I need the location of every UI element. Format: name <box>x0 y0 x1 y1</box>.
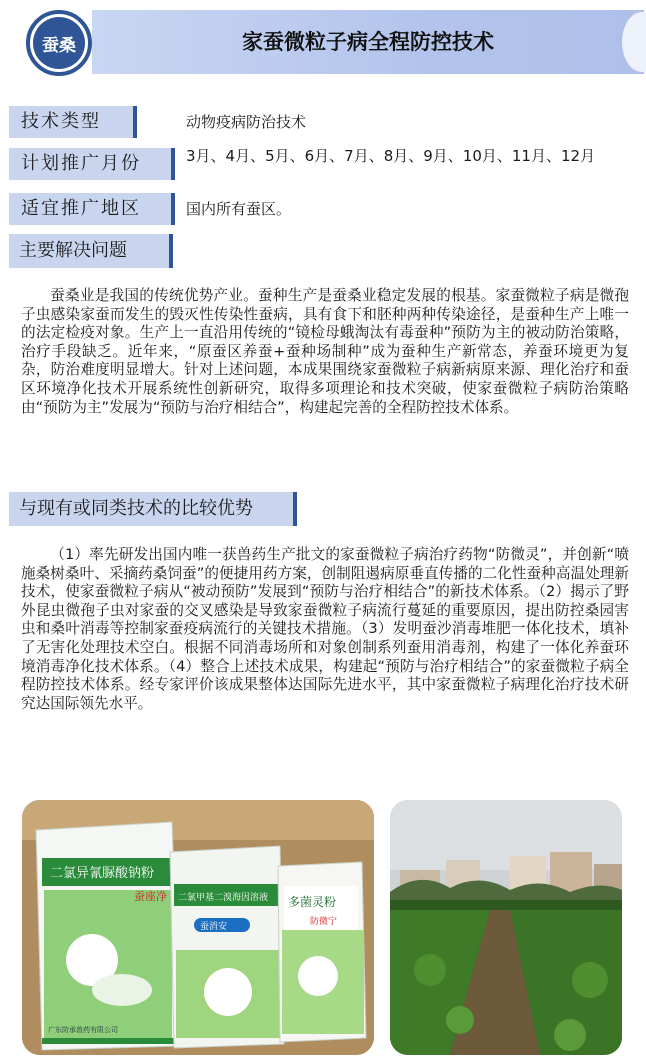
product-bag-1 <box>36 822 180 1050</box>
section-text-problem: 蚕桑业是我国的传统优势产业。蚕种生产是蚕桑业稳定发展的根基。家蚕微粒子病是微孢子虫感染家蚕而发生的毁灭性传染性蚕病，具有食下和胚种两种传染途径，是蚕种生产上唯一的法定检疫对象。生产上一直沿用传统的“镜检母蛾淘汰有毒蚕种”预防为主的被动防治策略，治疗手段缺乏。近年来，“原蚕区养蚕+蚕种场制种”成为蚕种生产新常态，养蚕环境更为复杂，防治难度明显增大。针对上述问题，本成果围绕家蚕微粒子病新病原来源、理化治疗和蚕区环境净化技术开展系统性创新研究，取得多项理论和技术突破，使家蚕微粒子病防治策略由“预防为主”发展为“预防与治疗相结合”，构建起完善的全程防控技术体系。 <box>21 287 629 416</box>
category-badge-label: 蚕桑 <box>33 17 85 69</box>
mulberry-field-art <box>390 800 622 1055</box>
section-text-advantage: （1）率先研发出国内唯一获兽药生产批文的家蚕微粒子病治疗药物“防微灵”，并创新“喷施桑树桑叶、采摘药桑饲蚕”的便捷用药方案，创制阻遏病原垂直传播的二化性蚕种高温处理新技术，使家蚕微粒子病从“被动预防”发展到“预防与治疗相结合”的新技术体系。（2）揭示了野外昆虫微孢子虫对家蚕的交叉感染是导致家蚕微粒子病流行蔓延的重要原因，提出防控桑园害虫和桑叶消毒等控制家蚕疫病流行的关键技术措施。（3）发明蚕沙消毒堆肥一体化技术，填补了无害化处理技术空白。根据不同消毒场所和对象创制系列蚕用消毒剂，构建了一体化养蚕环境消毒净化技术体系。（4）整合上述技术成果，构建起“预防与治疗相结合”的家蚕微粒子病全程防控技术体系。经专家评价该成果整体达国际先进水平，其中家蚕微粒子病理化治疗技术研究达国际领先水平。 <box>21 546 629 712</box>
product-bag-3 <box>278 862 366 1042</box>
promotion-region-value: 国内所有蚕区。 <box>186 200 292 218</box>
product-photo <box>22 800 374 1055</box>
bag-3-name: 多菌灵粉 <box>288 895 337 909</box>
category-badge <box>26 10 92 76</box>
bag-1-name: 二氯异氰脲酸钠粉 <box>50 866 155 881</box>
bag-2-name: 二氯甲基二溴海因溶液 <box>178 893 269 903</box>
bag-1-maker: 广东防承兽药有限公司 <box>48 1026 118 1034</box>
promotion-region-label: 适宜推广地区 <box>9 193 171 225</box>
bag-3-brand: 防微宁 <box>310 917 338 927</box>
product-photo-art <box>22 800 374 1055</box>
product-bag-2 <box>170 846 284 1048</box>
section-heading-problem: 主要解决问题 <box>9 234 169 268</box>
promotion-months-value: 3月、4月、5月、6月、7月、8月、9月、10月、11月、12月 <box>186 147 596 165</box>
promotion-months-label: 计划推广月份 <box>9 148 171 180</box>
mulberry-field-photo <box>390 800 622 1055</box>
section-heading-advantage: 与现有或同类技术的比较优势 <box>9 492 293 526</box>
bag-1-brand: 蚕座净 <box>134 890 167 903</box>
page-title: 家蚕微粒子病全程防控技术 <box>242 30 494 54</box>
bag-2-brand: 蚕消安 <box>200 922 228 932</box>
tech-type-label: 技术类型 <box>9 106 133 138</box>
tech-type-value: 动物疫病防治技术 <box>186 113 307 131</box>
